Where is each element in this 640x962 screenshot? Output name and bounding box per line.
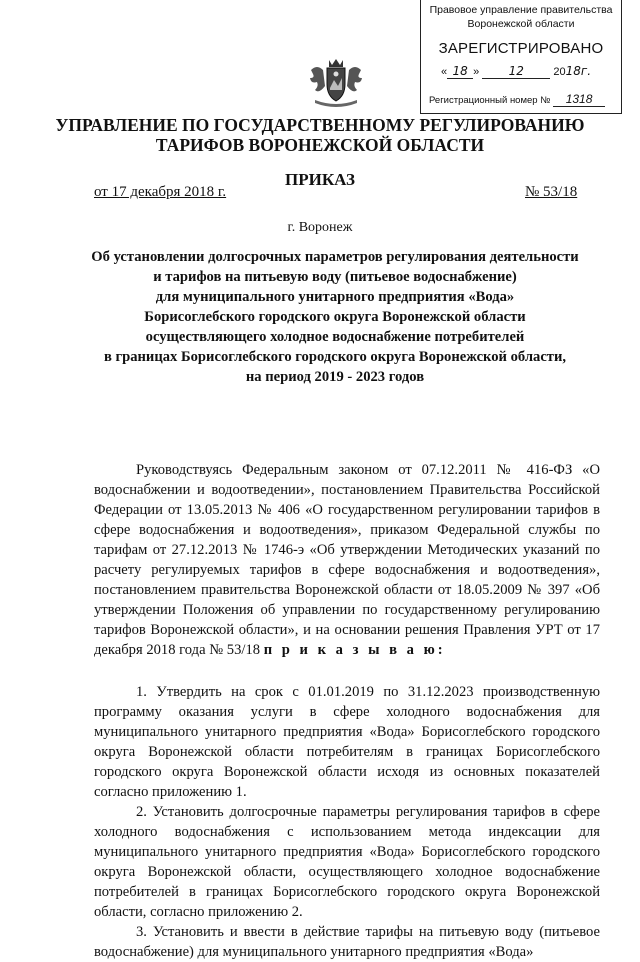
document-type: ПРИКАЗ — [285, 170, 355, 189]
preamble-paragraph — [94, 460, 600, 660]
order-date: от 17 декабря 2018 г. — [94, 184, 227, 200]
stamp-org-line-1: Правовое управление правительства — [429, 4, 613, 16]
order-body — [94, 460, 600, 962]
stamp-date-year-suffix: 18г. — [565, 64, 592, 78]
title-line: Борисоглебского городского округа Воронежской области — [144, 309, 526, 325]
order-item-2: 2. Установить долгосрочные параметры регулирования тарифов в сфере холодного водоснабжения с использованием метода индексации для муниципального унитарного предприятия «Вода» Борисоглебского городского округа Воронежской области, осуществляющего холодное водоснабжение потребителей в границах Борисоглебского городского округа Воронежской области, согласно приложению 2. — [94, 804, 600, 920]
stamp-date: « 18 » 12 2018г. — [441, 64, 592, 78]
order-command: п р и к а з ы в а ю: — [263, 642, 446, 658]
order-item-3: 3. Установить и ввести в действие тарифы на питьевую воду (питьевое водоснабжение) для муниципального унитарного предприятия «Вода» — [94, 924, 600, 960]
title-line: осуществляющего холодное водоснабжение потребителей — [145, 329, 525, 345]
registration-stamp — [420, 0, 622, 114]
coat-of-arms-icon — [307, 56, 365, 108]
stamp-date-day: 18 — [447, 64, 473, 79]
preamble-text: Руководствуясь Федеральным законом от 07.12.2011 № 416-ФЗ «О водоснабжении и водоотведении», постановлением Правительства Российской Федерации от 13.05.2013 № 406 «О государственном регулировании тарифов в сфере водоснабжения и водоотведения», приказом Федеральной службы по тарифам от 27.12.2013 № 1746-э «Об утверждении Методических указаний по расчету регулируемых тарифов в сфере водоснабжения и водоотведения», постановлением правительства Воронежской области от 18.05.2009 № 397 «Об утверждении Положения об управлении по государственному регулированию тарифов Воронежской области», и на основании решения Правления УРТ от 17 декабря 2018 года № 53/18 — [94, 462, 600, 658]
order-title — [90, 247, 580, 387]
stamp-org-line-2: Воронежской области — [467, 18, 575, 30]
stamp-reg-number-value: 1318 — [553, 92, 605, 107]
stamp-registered-label: ЗАРЕГИСТРИРОВАНО — [438, 40, 604, 57]
agency-title-line-2: ТАРИФОВ ВОРОНЕЖСКОЙ ОБЛАСТИ — [155, 135, 485, 155]
title-line: и тарифов на питьевую воду (питьевое водоснабжение) — [153, 269, 517, 285]
stamp-reg-number — [429, 92, 605, 107]
order-item-1: 1. Утвердить на срок с 01.01.2019 по 31.12.2023 производственную программу оказания услуги в сфере холодного водоснабжения для муниципального унитарного предприятия «Вода» Борисоглебского городского округа Воронежской области потребителям в границах Борисоглебского городского округа Воронежской области исходя из основных показателей согласно приложению 1. — [94, 684, 600, 800]
order-city: г. Воронеж — [287, 220, 353, 235]
title-line: в границах Борисоглебского городского округа Воронежской области, — [103, 349, 567, 365]
paragraph-gap — [94, 660, 600, 682]
order-number: № 53/18 — [525, 184, 578, 200]
stamp-date-month: 12 — [482, 64, 550, 79]
stamp-reg-number-label: Регистрационный номер № — [429, 95, 551, 106]
stamp-date-year-prefix: 20 — [553, 66, 566, 78]
stamp-organization — [421, 3, 621, 31]
title-line: Об установлении долгосрочных параметров регулирования деятельности — [91, 249, 579, 265]
agency-title-line-1: УПРАВЛЕНИЕ ПО ГОСУДАРСТВЕННОМУ РЕГУЛИРОВАНИЮ — [55, 115, 585, 135]
title-line: для муниципального унитарного предприятия «Вода» — [155, 289, 515, 305]
title-line: на период 2019 - 2023 годов — [245, 369, 425, 385]
